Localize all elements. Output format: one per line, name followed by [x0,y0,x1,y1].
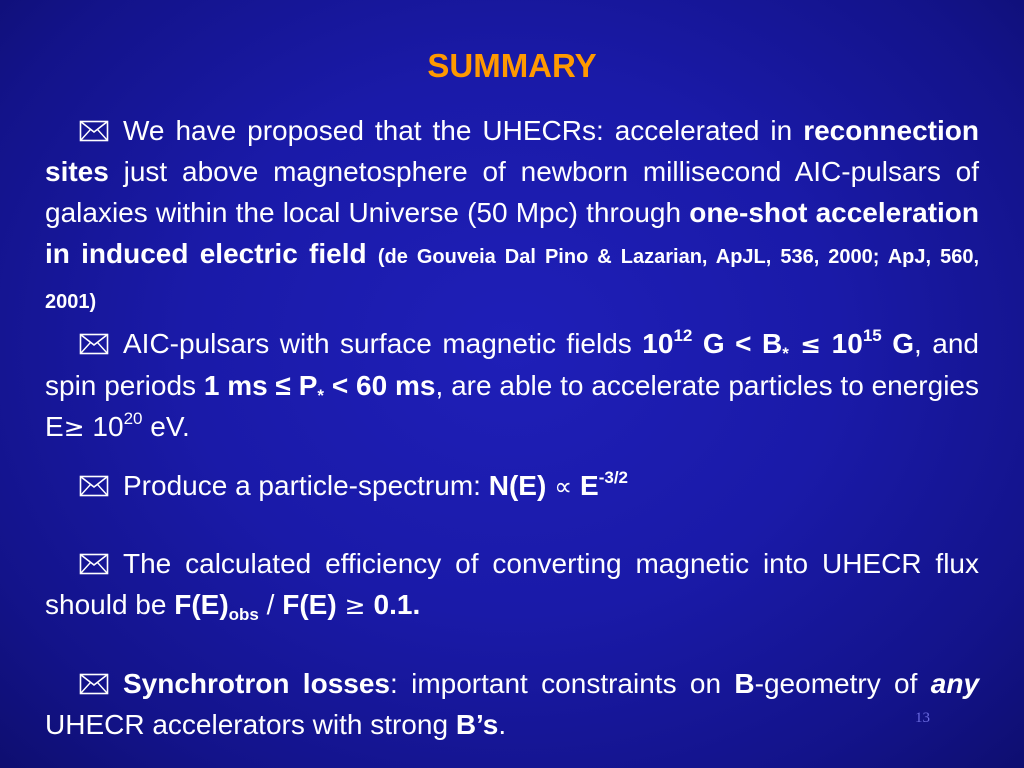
summary-item-2 [45,323,979,448]
item-2-energy-unit: eV. [142,411,190,442]
item-3-proportional-symbol: ∝ [546,472,581,501]
item-2-period-low: 1 ms ≤ P [203,370,318,401]
slide-title: SUMMARY [427,47,597,84]
item-5-bold-synchrotron: Synchrotron losses [123,668,390,699]
envelope-icon [79,333,109,355]
item-3-spectrum-e: E [580,470,599,501]
item-4-text-a: The calculated efficiency of converting magnetic into UHECR flux should be [45,548,979,620]
item-1-bold-reconnection: reconnection sites [45,115,979,187]
item-2-field-low-exp: 12 [673,326,693,345]
item-5-bold-b: B [734,668,755,699]
summary-item-5 [45,663,979,745]
item-5-text-b: -geometry of [754,668,931,699]
page-number: 13 [915,710,930,726]
item-4-flux-total: F(E) [282,589,337,620]
item-2-text-a: AIC-pulsars with surface magnetic fields [123,328,643,359]
item-2-text-c: , are able to accelerate particles to energies E [45,370,979,442]
item-2-period-high: < 60 ms [324,370,436,401]
item-5-text-a: : important constraints on [389,668,735,699]
item-3-spectrum-exp: -3/2 [598,468,629,487]
item-4-slash: / [258,589,283,620]
item-2-le-symbol: ≤ [788,330,822,359]
item-1-citation: (de Gouveia Dal Pino & Lazarian, ApJL, 536, 2000; ApJ, 560, 2001) [45,246,980,313]
item-3-text: Produce a particle-spectrum: [123,470,489,501]
item-4-flux-obs: F(E) [174,589,229,620]
envelope-icon [79,553,109,575]
item-2-p-star: * [317,386,325,405]
envelope-icon [79,673,109,695]
item-2-field-high-exp: 15 [862,326,882,345]
envelope-icon [79,475,109,497]
summary-item-1 [45,110,979,323]
item-2-field-unit: G [881,328,914,359]
item-2-ge-symbol: ≥ [63,413,85,442]
item-2-field-lt-b: G < B [692,328,783,359]
item-2-field-low-base: 10 [642,328,674,359]
item-5-text-c: UHECR accelerators with strong [45,709,456,740]
item-2-b-star: * [782,344,789,363]
item-2-field-high-base: 10 [821,328,863,359]
item-2-energy-base: 10 [84,411,124,442]
item-4-obs-subscript: obs [228,605,259,624]
item-2-text-b: , and spin periods [45,328,979,401]
item-1-bold-acceleration: one-shot acceleration in induced electric field [45,197,980,269]
item-5-bold-italic-any: any [930,668,980,699]
summary-item-4 [45,543,979,626]
item-2-energy-exp: 20 [123,409,143,428]
item-5-bold-bs: B’s [455,709,499,740]
item-4-efficiency-value: 0.1. [373,589,421,620]
item-1-text-a: We have proposed that the UHECRs: accelerated in [123,115,793,146]
item-3-spectrum-n: N(E) [488,470,547,501]
item-1-text-b: just above magnetosphere of newborn millisecond AIC-pulsars of galaxies within the local Universe (50 Mpc) through [45,156,979,228]
item-4-ge-symbol: ≥ [336,591,374,620]
summary-item-3 [45,465,979,507]
item-5-period: . [498,709,507,740]
envelope-icon [79,120,109,142]
